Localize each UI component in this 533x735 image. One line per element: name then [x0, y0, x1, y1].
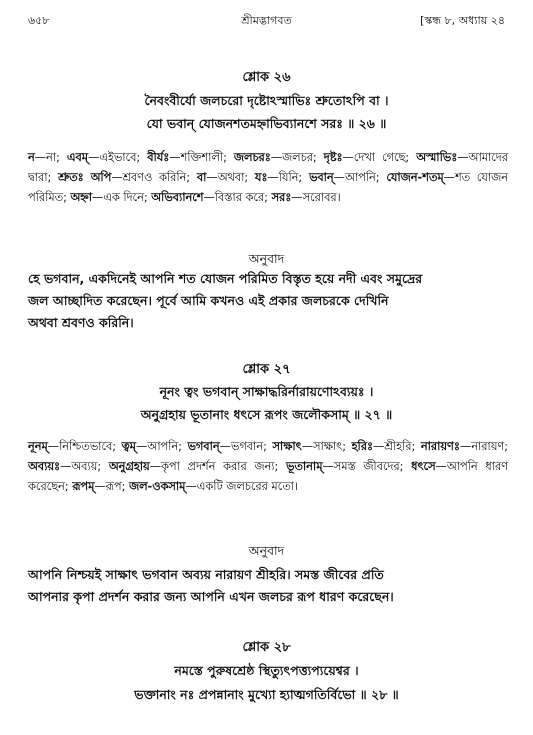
synonym-meaning: এইভাবে: [99, 151, 137, 164]
synonym-meaning: রূপ: [105, 480, 122, 493]
synonym-term: অভিব্যানশে: [151, 191, 204, 204]
verse-line: যো ভবান্ যোজনশতমহ্নাভিব্যানশে সরঃ ॥ ২৬ ॥: [146, 116, 387, 131]
synonym-meaning: না: [46, 151, 57, 164]
shloka-heading-28: শ্লোক ২৮: [242, 640, 291, 655]
translation-paragraph: [28, 268, 512, 334]
verse-line: ভক্তানাং নঃ প্রপন্নানাং মুখ্যো হ্যাত্মগতির্বিভো ॥ ২৮ ॥: [134, 687, 399, 702]
synonym-term: জল-ওকসাম্: [128, 480, 186, 493]
translation-line: আপনি নিশ্চয়ই সাক্ষাৎ ভগবান অব্যয় নারায়ণ শ্রীহরি। সমস্ত জীবের প্রতি: [28, 567, 384, 582]
translation-line: আপনার কৃপা প্রদর্শন করার জন্য আপনি এখন জলচর রূপ ধারণ করেছেন।: [28, 589, 394, 604]
translation-line: জল আচ্ছাদিত করেছেন। পূর্বে আমি কখনও এই প্রকার জলচরকে দেখিনি: [28, 293, 389, 308]
synonym-meaning: এক দিনে: [103, 191, 144, 204]
synonym-meaning: সাক্ষাৎ: [312, 440, 343, 453]
synonym-term: হরিঃ: [351, 440, 374, 453]
translation-line: হে ভগবান, একদিনেই আপনি শত যোজন পরিমিত বিস্তৃত হয়ে নদী এবং সমুদ্রের: [28, 271, 423, 286]
synonym-meaning: নিশ্চিতভাবে: [59, 440, 113, 453]
synonym-term: নারায়ণঃ: [420, 440, 460, 453]
synonym-meaning: দেখা গেছে: [353, 151, 406, 164]
synonym-meaning: আপনি ধারণ করেছেন: [28, 460, 508, 493]
synonym-term: ধৎসে: [411, 460, 436, 473]
synonym-term: অব্যয়ঃ: [28, 460, 61, 473]
synonym-meaning: জলচর: [282, 151, 313, 164]
synonym-term: অনুগ্রহায়: [108, 460, 150, 473]
synonym-term: ভবান্: [308, 171, 334, 184]
synonym-term: ভূতানাম্: [286, 460, 323, 473]
translation-heading: অনুবাদ: [248, 251, 285, 266]
synonym-term: অস্মাভিঃ: [416, 151, 458, 164]
synonym-term: এবম্: [66, 151, 89, 164]
synonym-meaning: যিনি: [278, 171, 299, 184]
translation-paragraph: [28, 564, 512, 608]
synonyms-block: নূনম্—নিশ্চিতভাবে; ত্বম্—আপনি; ভগবান্—ভগবান; সাক্ষাৎ—সাক্ষাৎ; হরিঃ—শ্রীহরি; নারায়ণঃ—নারায়ণ; অব্যয়ঃ—অব্যয়; অনুগ্রহায়—কৃপা প্রদর্শন করার জন্য; ভূতানাম্—সমস্ত জীবদের; ধৎসে—আপনি ধারণ করেছেন; রূপম্—রূপ; জল-ওকসাম্—একটি জলচরের মতো।: [28, 440, 508, 493]
translation-line: অথবা শ্রবণও করিনি।: [28, 315, 134, 330]
page-number: ৬৫৮: [28, 14, 50, 27]
synonym-term: ন: [28, 151, 35, 164]
verse-line: অনুগ্রহায় ভূতানাং ধৎসে রূপং জলৌকসাম্ ॥ ২৭ ॥: [140, 407, 393, 422]
synonym-term: সাক্ষাৎ: [272, 440, 302, 453]
synonym-meaning: শ্রীহরি: [384, 440, 412, 453]
synonym-meaning: কৃপা প্রদর্শন করার জন্য: [161, 460, 275, 473]
synonym-meaning: সরোবর: [302, 191, 337, 204]
verse-line: নূনং ত্বং ভগবান্ সাক্ষাদ্ধরির্নারায়ণোঽব্যয়ঃ ।: [159, 384, 374, 399]
synonym-meaning: আমাদের দ্বারা: [28, 151, 508, 184]
synonym-term: ত্বম্: [121, 440, 136, 453]
synonym-term: জলচরঃ: [233, 151, 271, 164]
synonym-term: বা: [196, 171, 207, 184]
synonym-term: রূপম্: [72, 480, 95, 493]
translation-heading: অনুবাদ: [248, 543, 285, 558]
synonym-term: যোজন-শতম্: [386, 171, 444, 184]
synonym-meaning: আপনি: [344, 171, 376, 184]
synonym-meaning: শক্তিশালী: [180, 151, 224, 164]
synonym-meaning: বিস্তার করে: [214, 191, 265, 204]
synonym-term: সরঃ: [271, 191, 292, 204]
synonym-meaning: অব্যয়: [71, 460, 98, 473]
synonym-meaning: ভগবান: [230, 440, 264, 453]
synonyms-block: ন—না; এবম্—এইভাবে; বীর্যঃ—শক্তিশালী; জলচরঃ—জলচর; দৃষ্টঃ—দেখা গেছে; অস্মাভিঃ—আমাদের দ্বারা; শ্রুতঃ অপি—শ্রবণও করিনি; বা—অথবা; যঃ—যিনি; ভবান্—আপনি; যোজন-শতম্—শত যোজন পরিমিত; অহ্না—এক দিনে; অভিব্যানশে—বিস্তার করে; সরঃ—সরোবর।: [28, 151, 509, 204]
synonym-meaning: অথবা: [217, 171, 245, 184]
shloka-heading-26: শ্লোক ২৬: [242, 70, 291, 85]
synonym-term: যঃ: [254, 171, 268, 184]
synonym-term: অহ্না: [70, 191, 92, 204]
synonym-meaning: নারায়ণ: [471, 440, 505, 453]
verse-line: নৈবংবীর্যো জলচরো দৃষ্টোঽস্মাভিঃ শ্রুতোঽপি বা ।: [144, 93, 389, 108]
shloka-heading-27: শ্লোক ২৭: [242, 362, 291, 377]
synonym-meaning: আপনি: [147, 440, 179, 453]
running-title: শ্রীমদ্ভাগবত: [241, 14, 292, 27]
synonym-term: দৃষ্টঃ: [323, 151, 343, 164]
synonym-term: নূনম্: [28, 440, 48, 453]
synonym-meaning: শ্রবণও করিনি: [122, 171, 187, 184]
synonym-meaning: সমস্ত জীবদের: [333, 460, 400, 473]
synonym-meaning: শত যোজন পরিমিত: [28, 171, 509, 204]
verse-line: নমস্তে পুরুষশ্রেষ্ঠ স্থিত্যুৎপত্ত্যপ্যয়েশ্বর ।: [174, 663, 359, 678]
synonym-meaning: একটি জলচরের মতো: [196, 480, 294, 493]
synonym-term: ভগবান্: [187, 440, 220, 453]
chapter-reference: [স্কন্ধ ৮, অধ্যায় ২৪: [420, 14, 505, 27]
synonym-term: শ্রুতঃ অপি: [58, 171, 112, 184]
synonym-term: বীর্যঃ: [147, 151, 170, 164]
